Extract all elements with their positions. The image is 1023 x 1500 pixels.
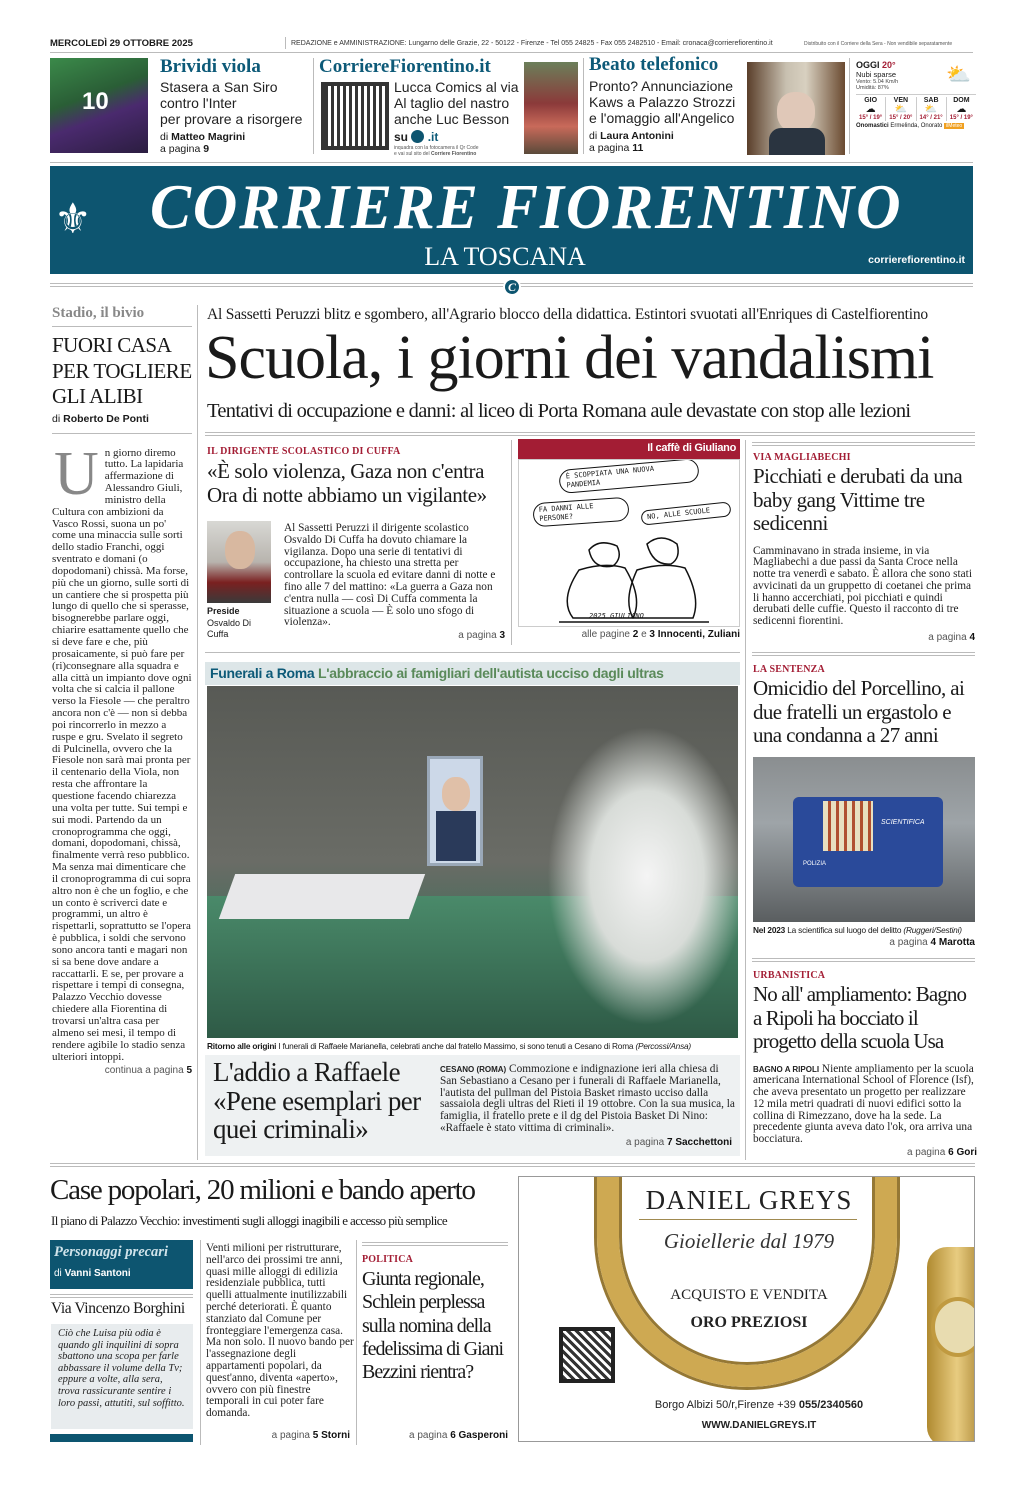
weather-condition: Nubi sparse bbox=[856, 70, 897, 79]
page-number: 6 bbox=[450, 1430, 456, 1441]
article-headline: Giunta regionale, Schlein perplessa sulla nomina della fedelissima di Giani Bezzini rientra? bbox=[362, 1268, 504, 1384]
funeral-photo-caption: Ritorno alle origini I funerali di Raffaele Marianella, celebrati anche dal fratello Massimo, si sono tenuti a Cesano di Roma (Percossi/Ansa) bbox=[207, 1041, 691, 1051]
case-subtitle: Il piano di Palazzo Vecchio: investimenti sugli alloggi inagibili e accesso più semplice bbox=[51, 1213, 448, 1228]
rubrica-title: Personaggi precari bbox=[54, 1244, 168, 1260]
page-ref: a pagina bbox=[458, 630, 497, 641]
author: Matteo Magrini bbox=[171, 131, 246, 143]
weather-widget bbox=[856, 60, 976, 129]
author: Marotta bbox=[938, 937, 975, 948]
funerali-banner[interactable] bbox=[205, 662, 740, 685]
article-text: Camminavano in strada insieme, in via Magliabechi a due passi da Santa Croce nella notte tra venerdì e sabato. È allora che sono stati avvicinati da un gruppetto di coetanei che prima li hanno accerchiati, poi picchiati e quindi derubati delle cuffie. Questo il racconto di tre sedicenni fiorentini. bbox=[753, 544, 972, 628]
page-ref: e bbox=[641, 629, 647, 640]
case-article-text: Venti milioni per ristrutturare, nell'arco dei prossimi tre anni, quasi mille alloggi di edilizia residenziale pubblica, tutti quelli attualmente inutilizzabili perché deteriorati. È quanto stanziato dal Comune per fronteggiare l'emergenza casa. Ma non solo. Il nuovo bando per l'assegnazione degli appartamenti popolari, da quest'anno, diventa «aperto», ovvero con più finestre temporali in cui poter fare domanda. bbox=[206, 1242, 354, 1420]
teaser-title: Beato telefonico bbox=[589, 54, 719, 75]
author: Sacchettoni bbox=[675, 1137, 732, 1148]
van-lettering: SCIENTIFICA bbox=[881, 819, 925, 826]
funeral-photo[interactable] bbox=[207, 686, 738, 1038]
teaser-beato-telefonico[interactable] bbox=[589, 54, 744, 154]
rain-icon: ☁ bbox=[956, 104, 967, 115]
qr-note: inquadra con la fotocamera il Qr Code bbox=[394, 145, 479, 151]
author: Roberto De Ponti bbox=[63, 412, 149, 425]
weather-today-label: OGGI bbox=[856, 60, 880, 70]
teaser-line: Lucca Comics al via bbox=[394, 79, 519, 95]
case-headline[interactable]: Case popolari, 20 milioni e bando aperto bbox=[50, 1174, 475, 1206]
editorial-title-line: FUORI CASA bbox=[52, 333, 172, 357]
kaws-photo[interactable] bbox=[747, 62, 845, 155]
teaser-line: e l'omaggio all'Angelico bbox=[589, 110, 735, 126]
author: Vanni Santoni bbox=[64, 1268, 131, 1279]
article-urbanistica[interactable] bbox=[753, 970, 977, 1158]
forecast-day: SAB ⛅ 14° / 21° bbox=[917, 97, 947, 121]
article-text: Niente ampliamento per la scuola americana International School of Florence (Isf), che aveva presentato un progetto per realizzare 12 mila metri quadrati di nuovi edifici sotto la collina di Rimezzano, dove ha la sede. La precedente giunta aveva dato l'ok, ora arriva una bocciatura. bbox=[753, 1062, 974, 1146]
masthead-title: CORRIERE FIORENTINO bbox=[150, 171, 903, 242]
rubrica-header[interactable] bbox=[50, 1240, 193, 1289]
dateline: CESANO (ROMA) bbox=[440, 1065, 507, 1074]
florence-lily-icon: ⚜ bbox=[54, 194, 92, 243]
distribution-note-wrap bbox=[804, 41, 973, 47]
article-di-cuffa[interactable] bbox=[207, 446, 505, 507]
editorial-text: n giorno diremo tutto. La lapidaria affermazione di Alessandro Giuli, ministro della Cultura con ambizioni da Vasco Rossi, suona un po' come una minaccia sulle sorti dello stadio Franchi, oggi sventrato e domani (o dopodomani) chissà. Ma forse, più che un giorno, sulle sorti di un cantiere che si prospetta più lungo di quello che si sperasse, bisognerebbe parlare oggi, chiarire esattamente quello che si deve fare e che, più prosaicamente, si può fare per (ri)consegnare alla squadra e alla città un impianto dove ogni volta che si calcia il pallone verso la Fiesole — che peraltro ancora non c'è — non si debba poi rincorrerlo in mezzo a ruspe e gru. Svelato il segreto di Pulcinella, ovvero che la Fiesole non sarà mai pronta per il centenario della Viola, non resta che affrontare la questione facendo chiarezza una volta per tutte. Sui tempi e sui modi. Partendo da un cronoprogramma che oggi, domani, dopodomani, chissà, finalmente verrà reso pubblico. Ma senza mai dimenticare che il cronoprogramma di cui sopra altro non è che un foglio, e che un conto è scriverci date e programmi, un altro è rispettarli, soprattutto se l'opera è pubblica, i soldi che servono sono ancora tanti e magari non si sa bene dove andare a raccattarli. E se, per provare a rispettare i tempi di consegna, Palazzo Vecchio dovesse chiedere alla Fiorentina di trovarsi un'altra casa per almeno sei mesi, il tempo di rendere agibile lo stadio senza ulteriori intoppi. bbox=[52, 446, 192, 1063]
page-ref: a pagina bbox=[889, 937, 928, 948]
teaser-title: CorriereFiorentino.it bbox=[319, 56, 491, 77]
case-headline-wrap[interactable] bbox=[50, 1174, 508, 1207]
meteo-badge: ilMeteo bbox=[946, 123, 963, 129]
byline-prefix: di bbox=[54, 1268, 62, 1279]
article-kicker: IL DIRIGENTE SCOLASTICO DI CUFFA bbox=[207, 446, 401, 457]
masthead-url[interactable]: corrierefiorentino.it bbox=[868, 254, 965, 266]
page-ref: a pagina bbox=[409, 1430, 448, 1441]
cf-logo-icon bbox=[411, 130, 424, 143]
forecast-day: GIO ☁ 15° / 19° bbox=[856, 97, 886, 121]
ad-line1: ACQUISTO E VENDITA bbox=[670, 1287, 828, 1303]
police-photo-caption: Nel 2023 La scientifica sul luogo del delitto (Ruggeri/Sestini) bbox=[753, 925, 962, 935]
article-headline: Omicidio del Porcellino, ai due fratelli un ergastolo e una condanna a 27 anni bbox=[753, 676, 965, 747]
lucca-comics-photo[interactable] bbox=[524, 62, 578, 154]
page-number: 5 bbox=[312, 1430, 319, 1441]
rubrica-place-wrap bbox=[51, 1300, 194, 1318]
page-number: 11 bbox=[632, 142, 644, 154]
ad-address: Borgo Albizi 50/r,Firenze +39 bbox=[654, 1399, 796, 1411]
it-label: .it bbox=[427, 130, 439, 144]
author: Laura Antonini bbox=[600, 130, 674, 142]
ad-brand: DANIEL GREYS bbox=[629, 1185, 869, 1216]
page-number: 3 bbox=[649, 629, 655, 640]
case-subtitle-wrap bbox=[51, 1213, 508, 1229]
lead-subtitle-wrap bbox=[207, 400, 975, 423]
qr-code[interactable] bbox=[321, 82, 389, 150]
ad-phone: 055/2340560 bbox=[798, 1399, 864, 1411]
lead-kicker: Al Sassetti Peruzzi blitz e sgombero, all'Agrario blocco della didattica. Estintori svuotati all'Enriques di Castelfiorentino bbox=[207, 306, 928, 323]
photo-caption: Osvaldo Di Cuffa bbox=[207, 617, 252, 639]
partly-cloudy-icon: ⛅ bbox=[894, 104, 908, 115]
editorial-column[interactable] bbox=[52, 305, 192, 1076]
editorial-kicker: Stadio, il bivio bbox=[52, 305, 145, 321]
dateline: BAGNO A RIPOLI bbox=[753, 1064, 820, 1074]
masthead[interactable] bbox=[50, 166, 973, 274]
section-tag: Funerali a Roma bbox=[210, 665, 315, 681]
forecast-day: VEN ⛅ 15° / 20° bbox=[886, 97, 916, 121]
dropcap: U bbox=[54, 439, 99, 508]
redazione-info: REDAZIONE e AMMINISTRAZIONE: Lungarno delle Grazie, 22 - 50122 - Firenze - Tel 055 24825 - Fax 055 2482510 - Email: cronaca@corrierefiorentino.it bbox=[291, 40, 773, 47]
page-ref: a pagina bbox=[589, 142, 630, 154]
ad-line2: ORO PREZIOSI bbox=[690, 1314, 808, 1331]
article-headline: No all' ampliamento: Bagno a Ripoli ha bocciato il progetto della scuola Usa bbox=[753, 982, 967, 1053]
cartoon-figures bbox=[559, 530, 709, 625]
article-politica[interactable] bbox=[362, 1254, 510, 1384]
rubrica-text: Ciò che Luisa più odia è quando gli inquilini di sopra sbattono una scopa per farle abbassare il volume della Tv; eppure a volte, alla sera, trova rassicurante sentire i loro passi, attutiti, sul soffitto. bbox=[51, 1324, 193, 1429]
lead-headline-wrap[interactable] bbox=[205, 322, 975, 394]
logo-c-icon: C bbox=[503, 278, 521, 296]
speech-bubble: È SCOPPIATA UNA NUOVA PANDEMIA bbox=[558, 459, 700, 494]
article-headline: Picchiati e derubati da una baby gang Vittime tre sedicenni bbox=[753, 464, 963, 535]
page-number: 7 bbox=[666, 1137, 673, 1148]
article-addio-raffaele[interactable] bbox=[205, 1055, 740, 1156]
article-kicker: VIA MAGLIABECHI bbox=[753, 452, 851, 463]
teaser-line: anche Luc Besson bbox=[394, 111, 510, 127]
teaser-line: Al taglio del nastro bbox=[394, 95, 510, 111]
page-number: 3 bbox=[499, 630, 505, 641]
lead-subtitle: Tentativi di occupazione e danni: al liceo di Porta Romana aule devastate con stop alle lezioni bbox=[207, 400, 911, 422]
redazione-info-wrap bbox=[291, 40, 796, 47]
cartoon-illustration[interactable] bbox=[518, 459, 740, 627]
ad-url[interactable]: WWW.DANIELGREYS.IT bbox=[701, 1420, 817, 1431]
continued-ref: continua a pagina bbox=[104, 1065, 184, 1077]
teaser-title: Brividi viola bbox=[160, 56, 261, 77]
qr-note-brand: Corriere Fiorentino bbox=[430, 151, 477, 157]
author: Innocenti, Zuliani bbox=[657, 629, 740, 640]
preside-photo[interactable] bbox=[207, 521, 271, 603]
edition-date: MERCOLEDÌ 29 OTTOBRE 2025 bbox=[50, 38, 193, 49]
page-ref: a pagina bbox=[906, 1147, 946, 1159]
ad-contact bbox=[629, 1399, 889, 1411]
onomastici-label: Onomastici bbox=[856, 123, 889, 129]
teaser-line: Kaws a Palazzo Strozzi bbox=[589, 94, 736, 110]
su-label: su bbox=[394, 130, 409, 144]
masthead-subtitle: LA TOSCANA bbox=[424, 242, 586, 271]
article-text: Al Sassetti Peruzzi il dirigente scolastico Osvaldo Di Cuffa ha dovuto chiamare la vigilanza. Dopo una serie di tentativi di occupazione, ha chiesto una stretta per controllare la scuola ed evitare danni di notte e fino alle 7 del mattino: «La guerra a Gaza non c'entra nulla — così Di Cuffa commenta la situazione a scuola — È solo uno sfogo di violenza». bbox=[284, 522, 496, 629]
weather-today-temp: 20° bbox=[882, 60, 896, 70]
teaser-line: per provare a risorgere bbox=[160, 111, 303, 127]
page-ref: a pagina bbox=[625, 1137, 665, 1148]
author: Gori bbox=[956, 1147, 977, 1159]
teaser-website[interactable] bbox=[319, 56, 519, 78]
cartoon-signature: 2025 GIULIANO bbox=[589, 612, 644, 620]
teaser-brividi-viola[interactable] bbox=[160, 56, 310, 155]
byline-prefix: di bbox=[589, 130, 598, 142]
article-magliabechi[interactable] bbox=[753, 452, 975, 643]
page-ref: a pagina bbox=[160, 143, 201, 155]
article-headline: L'addio a Raffaele «Pene esemplari per quei criminali» bbox=[213, 1057, 421, 1144]
speech-bubble: FA DANNI ALLE PERSONE? bbox=[532, 497, 629, 528]
byline-prefix: di bbox=[52, 412, 61, 425]
page-number: 4 bbox=[969, 632, 975, 644]
cartoon-header: Il caffè di Giuliano bbox=[518, 439, 740, 459]
rubrica-place: Via Vincenzo Borghini bbox=[51, 1300, 185, 1317]
byline-prefix: di bbox=[160, 131, 169, 143]
partly-cloudy-icon: ⛅ bbox=[924, 104, 938, 115]
banner-title: L'abbraccio ai famigliari dell'autista ucciso dagli ultras bbox=[318, 665, 664, 681]
ad-tagline: Gioiellerie dal 1979 bbox=[639, 1229, 859, 1254]
page-ref: alle pagine bbox=[581, 629, 630, 640]
article-kicker: URBANISTICA bbox=[753, 970, 826, 981]
article-headline: «È solo violenza, Gaza non c'entra Ora di notte abbiamo un vigilante» bbox=[207, 459, 487, 507]
article-sentenza[interactable] bbox=[753, 664, 975, 748]
distribution-note: Distribuito con il Corriere della Sera - Non vendibile separatamente bbox=[804, 41, 953, 47]
lead-headline[interactable]: Scuola, i giorni dei vandalismi bbox=[205, 324, 934, 392]
weather-humidity: Umidità: 87% bbox=[856, 85, 889, 91]
teaser-line: contro l'Inter bbox=[160, 95, 237, 111]
gold-watch-image bbox=[927, 1247, 975, 1442]
article-kicker: POLITICA bbox=[362, 1254, 414, 1265]
article-kicker: LA SENTENZA bbox=[753, 664, 825, 675]
onomastici: Ermelinda, Onorato bbox=[890, 123, 943, 129]
speech-bubble: NO, ALLE SCUOLE bbox=[640, 501, 731, 525]
forecast-day: DOM ☁ 15° / 19° bbox=[947, 97, 976, 121]
article-text: Commozione e indignazione ieri alla chiesa di San Sebastiano a Cesano per i funerali di Raffaele Marianella, l'autista del pullman del Pistoia Basket rimasto ucciso dalla sassaiola degli ultras del Rieti il 19 ottobre. Con la sua musica, la famiglia, il fratello prete e il dg del Pistoia Basket Di Nino: «Raffaele è stato vittima di criminali». bbox=[440, 1063, 735, 1134]
page-number: 9 bbox=[203, 143, 210, 155]
page-ref: a pagina bbox=[928, 632, 967, 644]
page-ref: a pagina bbox=[271, 1430, 310, 1441]
page-number: 2 bbox=[632, 629, 639, 640]
rubrica-footer-bar bbox=[50, 1434, 193, 1442]
weather-wind: Vento: 5.04 Km/h bbox=[856, 79, 899, 85]
editorial-title-line: PER TOGLIERE bbox=[52, 358, 192, 383]
instagram-qr-code[interactable] bbox=[559, 1327, 615, 1383]
van-lettering: POLIZIA bbox=[803, 861, 827, 867]
photo-caption-bold: Preside bbox=[207, 606, 240, 616]
rain-icon: ☁ bbox=[865, 104, 876, 115]
qr-note: e vai sul sito del bbox=[394, 151, 430, 157]
page-number: 4 bbox=[930, 937, 937, 948]
page-number: 6 bbox=[948, 1147, 954, 1159]
police-van-photo[interactable] bbox=[753, 757, 975, 922]
masthead-title-wrap bbox=[150, 172, 910, 242]
editorial-title-line: GLI ALIBI bbox=[52, 384, 143, 408]
teaser-line: Stasera a San Siro bbox=[160, 79, 278, 95]
page-number: 5 bbox=[186, 1065, 192, 1077]
author: Gasperoni bbox=[458, 1430, 508, 1441]
footballer-photo[interactable]: 10 bbox=[50, 58, 148, 153]
author: Storni bbox=[321, 1430, 350, 1441]
teaser-line: Pronto? Annunciazione bbox=[589, 78, 733, 94]
partly-cloudy-icon: ⛅ bbox=[946, 64, 971, 86]
daniel-greys-ad[interactable] bbox=[518, 1176, 975, 1442]
